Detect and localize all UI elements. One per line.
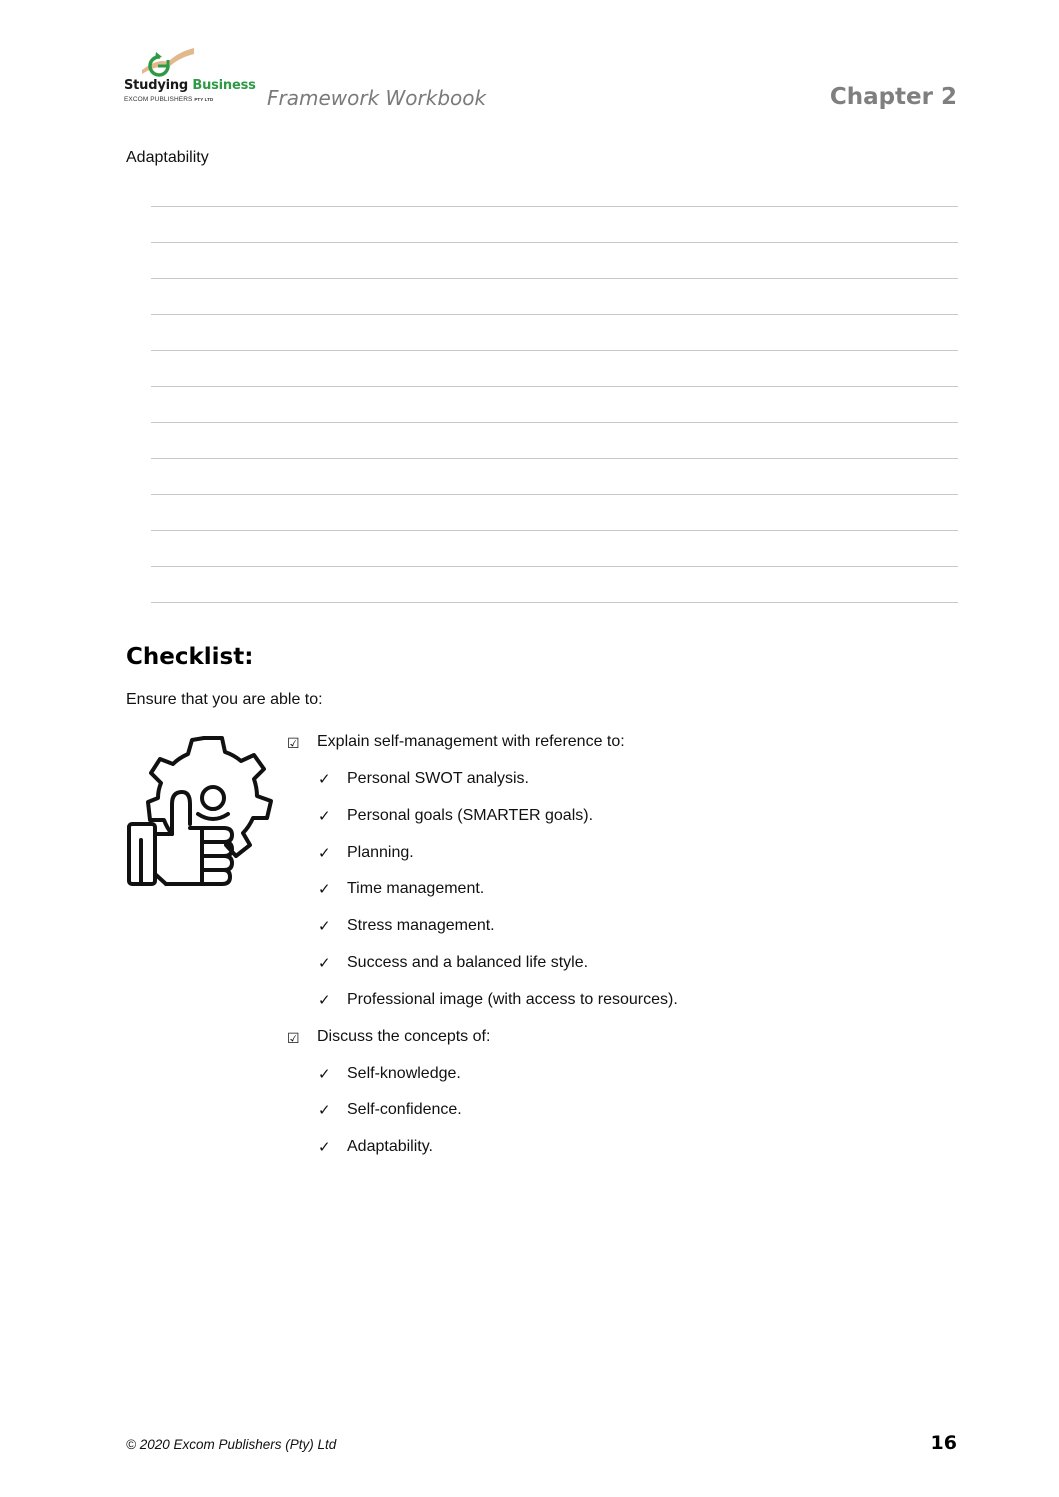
logo-publisher (124, 96, 213, 103)
writing-line[interactable] (151, 602, 958, 603)
writing-line[interactable] (151, 458, 958, 494)
checklist-item-text: Discuss the concepts of: (317, 1027, 491, 1045)
checklist-subitem (287, 878, 967, 915)
checklist-subitem-text: Success and a balanced life style. (347, 953, 589, 971)
check-mark-icon: ✓ (318, 843, 331, 862)
checklist-items (287, 731, 967, 1173)
checklist-title: Checklist: (126, 644, 254, 670)
checklist-subitem (287, 1099, 967, 1136)
writing-line[interactable] (151, 242, 958, 278)
logo-book-icon (138, 44, 198, 78)
publisher-logo (124, 44, 258, 108)
checklist-item-text: Explain self-management with reference to: (317, 733, 625, 750)
checklist-subitem (287, 1136, 967, 1173)
page-number: 16 (930, 1432, 957, 1454)
hand-gear-icon (126, 732, 282, 888)
check-mark-icon: ✓ (318, 953, 331, 972)
checklist-subitem-text: Personal goals (SMARTER goals). (347, 806, 594, 824)
writing-line[interactable] (151, 530, 958, 566)
check-mark-icon: ✓ (318, 990, 331, 1009)
book-title: Framework Workbook (267, 86, 487, 110)
checklist-subitem (287, 842, 967, 879)
writing-line[interactable] (151, 278, 958, 314)
checklist-subitem-text: Self-knowledge. (347, 1064, 461, 1082)
section-label: Adaptability (126, 149, 209, 166)
checked-box-icon: ☑ (287, 735, 300, 751)
checklist-subitem-text: Time management. (347, 880, 485, 898)
writing-line[interactable] (151, 566, 958, 602)
checklist-intro: Ensure that you are able to: (126, 691, 323, 708)
checklist-subitem (287, 805, 967, 842)
logo-publisher-suffix: PTY LTD (194, 97, 214, 102)
check-mark-icon: ✓ (318, 880, 331, 899)
checklist-subitem-text: Planning. (347, 843, 414, 861)
chapter-heading: Chapter 2 (829, 84, 957, 110)
checklist-subitem-text: Stress management. (347, 917, 495, 935)
checklist-subitem (287, 768, 967, 805)
checklist-subitem-text: Professional image (with access to resources). (347, 990, 678, 1008)
check-mark-icon: ✓ (318, 1101, 331, 1120)
writing-lines[interactable] (151, 206, 958, 603)
checklist-subitem (287, 915, 967, 952)
check-mark-icon: ✓ (318, 1138, 331, 1157)
writing-line[interactable] (151, 494, 958, 530)
copyright-notice: © 2020 Excom Publishers (Pty) Ltd (126, 1437, 337, 1452)
logo-brand-second: Business (192, 78, 256, 93)
writing-line[interactable] (151, 422, 958, 458)
writing-line[interactable] (151, 350, 958, 386)
check-mark-icon: ✓ (318, 1064, 331, 1083)
logo-brand-first: Studying (124, 78, 189, 93)
writing-line[interactable] (151, 386, 958, 422)
writing-line[interactable] (151, 206, 958, 242)
writing-line[interactable] (151, 314, 958, 350)
checklist-subitem-text: Adaptability. (347, 1138, 433, 1156)
checklist-item (287, 731, 967, 768)
check-mark-icon: ✓ (318, 770, 331, 788)
checklist-subitem (287, 1063, 967, 1100)
logo-publisher-name: EXCOM PUBLISHERS (124, 96, 193, 103)
check-mark-icon: ✓ (318, 917, 331, 936)
checked-box-icon: ☑ (287, 1029, 300, 1046)
checklist-item (287, 1026, 967, 1063)
checklist-subitem-text: Self-confidence. (347, 1101, 462, 1119)
checklist-subitem (287, 952, 967, 989)
logo-brand-name (124, 78, 256, 93)
checklist-subitem-text: Personal SWOT analysis. (347, 770, 529, 787)
check-mark-icon: ✓ (318, 806, 331, 825)
checklist-subitem (287, 989, 967, 1026)
